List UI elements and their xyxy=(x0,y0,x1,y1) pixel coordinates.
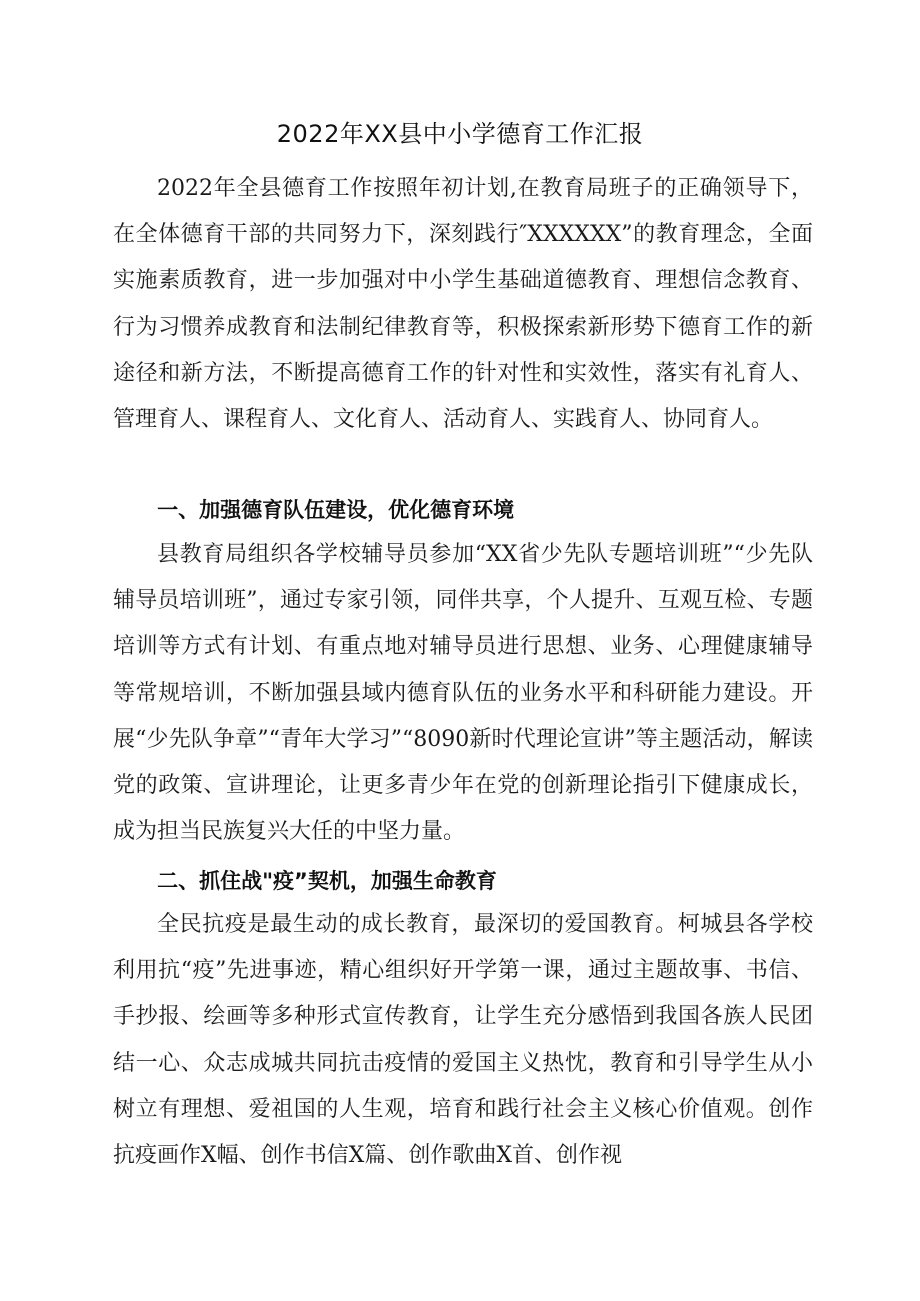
section-1-paragraph: 县教育局组织各学校辅导员参加“XX省少先队专题培训班”“少先队辅导员培训班”，通过专家引领，同伴共享，个人提升、互观互检、专题培训等方式有计划、有重点地对辅导员进行思想、业务、心理健康辅导等常规培训，不断加强县域内德育队伍的业务水平和科研能力建设。开展“少先队争章”“青年大学习”“8090新时代理论宣讲”等主题活动，解读党的政策、宣讲理论，让更多青少年在党的创新理论指引下健康成长，成为担当民族复兴大任的中坚力量。 xyxy=(113,542,813,845)
intro-paragraph: 2022年全县德育工作按照年初计划,在教育局班子的正确领导下，在全体德育干部的共同努力下，深刻践行″XXXXXX”的教育理念，全面实施素质教育，进一步加强对中小学生基础道德教育、理想信念教育、行为习惯养成教育和法制纪律教育等，积极探索新形势下德育工作的新途径和新方法，不断提高德育工作的针对性和实效性，落实有礼育人、管理育人、课程育人、文化育人、活动育人、实践育人、协同育人。 xyxy=(113,176,813,433)
document-title: 2022年XX县中小学德育工作汇报 xyxy=(276,120,644,148)
section-2-heading: 二、抓住战"疫”契机，加强生命教育 xyxy=(157,869,497,893)
section-2-paragraph: 全民抗疫是最生动的成长教育，最深切的爱国教育。柯城县各学校利用抗“疫”先进事迹，精心组织好开学第一课，通过主题故事、书信、手抄报、绘画等多种形式宣传教育，让学生充分感悟到我国各族人民团结一心、众志成城共同抗击疫情的爱国主义热忱，教育和引导学生从小树立有理想、爱祖国的人生观，培育和践行社会主义核心价值观。创作抗疫画作X幅、创作书信X篇、创作歌曲X首、创作视 xyxy=(113,912,813,1169)
section-1-heading: 一、加强德育队伍建设，优化德育环境 xyxy=(157,498,515,522)
